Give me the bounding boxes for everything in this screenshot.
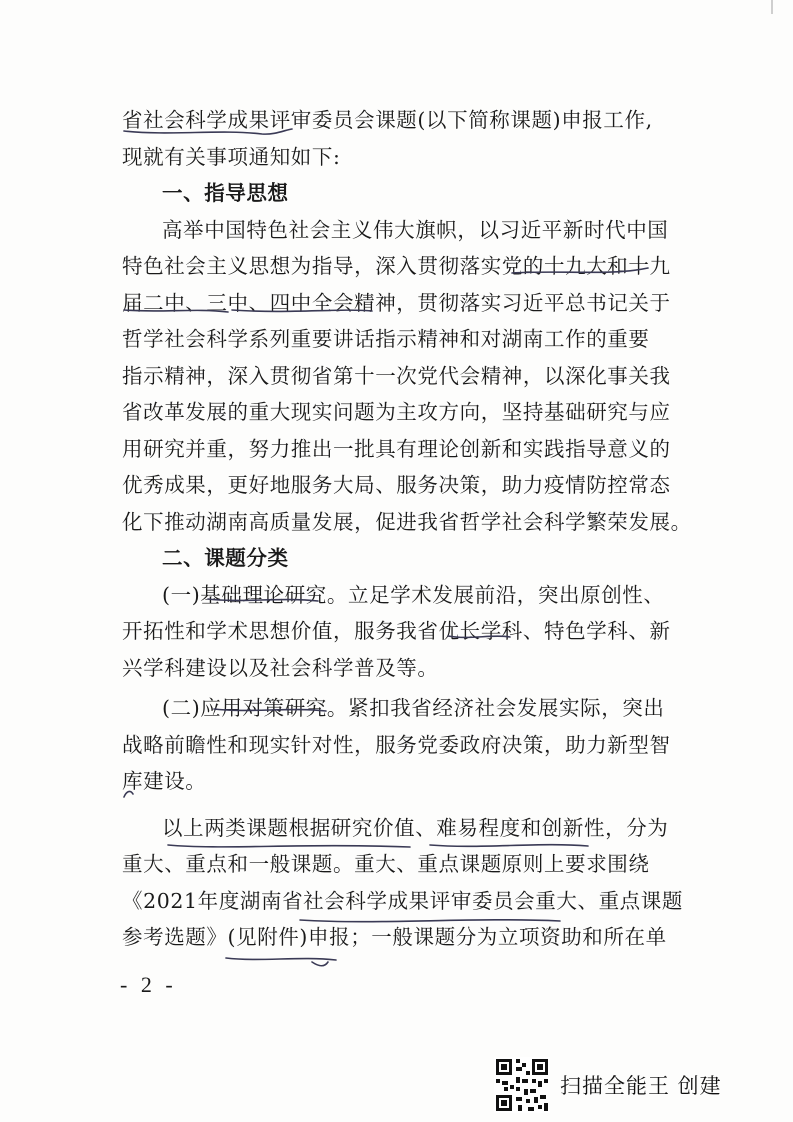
paragraph-start-line: 以上两类课题根据研究价值、难易程度和创新性，分为 [162, 815, 669, 840]
section-heading: 二、课题分类 [162, 546, 289, 570]
qr-code-icon [494, 1057, 550, 1113]
body-line: 现就有关事项通知如下: [122, 144, 341, 169]
body-line: 重大、重点和一般课题。重大、重点课题原则上要求围绕 [122, 852, 650, 876]
paragraph-start-line: (二)应用对策研究。紧扣我省经济社会发展实际，突出 [162, 696, 665, 720]
body-line: 《2021年度湖南省社会科学成果评审委员会重大、重点课题 [122, 888, 683, 913]
paragraph-start-line: 高举中国特色社会主义伟大旗帜，以习近平新时代中国 [162, 217, 669, 242]
scan-edge-mark [771, 0, 773, 14]
section-heading: 一、指导思想 [162, 181, 289, 205]
body-line: 指示精神，深入贯彻省第十一次党代会精神，以深化事关我 [122, 363, 671, 388]
body-line: 化下推动湖南高质量发展，促进我省哲学社会科学繁荣发展。 [122, 509, 692, 534]
body-line: 优秀成果，更好地服务大局、服务决策，助力疫情防控常态 [122, 473, 671, 497]
document-body [122, 102, 692, 956]
body-line: 战略前瞻性和现实针对性，服务党委政府决策，助力新型智 [122, 732, 671, 757]
scanner-watermark [494, 1056, 722, 1114]
body-line: 参考选题》(见附件)申报；一般课题分为立项资助和所在单 [122, 925, 667, 949]
body-line: 兴学科建设以及社会科学普及等。 [122, 655, 439, 680]
body-line: 库建设。 [122, 769, 207, 793]
body-line: 特色社会主义思想为指导，深入贯彻落实党的十九大和十九 [122, 254, 671, 278]
body-line: 省改革发展的重大现实问题为主攻方向，坚持基础研究与应 [122, 400, 671, 424]
scanner-label: 扫描全能王 创建 [560, 1074, 722, 1098]
page-number: - 2 - [120, 972, 177, 997]
paragraph-start-line: (一)基础理论研究。立足学术发展前沿，突出原创性、 [162, 582, 665, 607]
body-line: 届二中、三中、四中全会精神，贯彻落实习近平总书记关于 [122, 290, 671, 315]
body-line: 哲学社会科学系列重要讲话指示精神和对湖南工作的重要 [122, 327, 650, 351]
body-line: 用研究并重，努力推出一批具有理论创新和实践指导意义的 [122, 436, 671, 461]
body-line: 省社会科学成果评审委员会课题(以下简称课题)申报工作, [122, 108, 653, 132]
body-line: 开拓性和学术思想价值，服务我省优长学科、特色学科、新 [122, 619, 671, 643]
